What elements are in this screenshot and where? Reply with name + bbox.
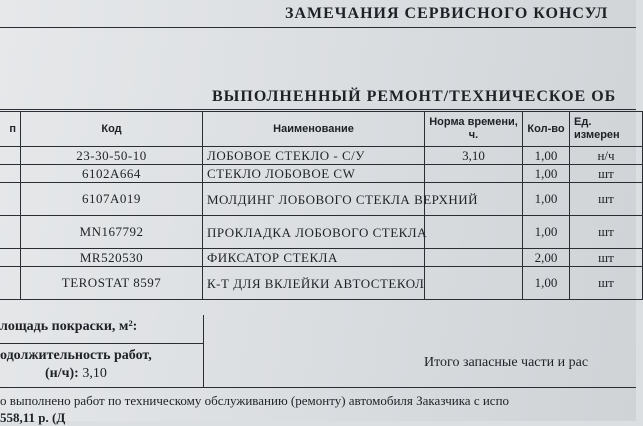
divider: [0, 343, 203, 344]
remarks-title: ЗАМЕЧАНИЯ СЕРВИСНОГО КОНСУЛ: [285, 5, 609, 22]
row-code: TEROSTAT 8597: [21, 267, 203, 300]
row-norm: [425, 267, 523, 300]
row-norm: [425, 249, 523, 267]
row-qty: 1,00: [523, 267, 570, 300]
row-unit: шт: [570, 249, 643, 267]
repair-section-title: ВЫПОЛНЕННЫЙ РЕМОНТ/ТЕХНИЧЕСКОЕ ОБ: [212, 88, 617, 105]
work-duration-value: [45, 366, 107, 382]
row-norm: 3,10: [425, 147, 523, 165]
row-num: [0, 147, 21, 165]
row-qty: 1,00: [523, 183, 570, 216]
row-name: МОЛДИНГ ЛОБОВОГО СТЕКЛА ВЕРХНИЙ: [203, 183, 425, 216]
row-unit: шт: [570, 216, 643, 249]
row-code: MN167792: [21, 216, 203, 249]
parts-total-label: Итого запасные части и рас: [424, 355, 589, 370]
duration-unit: (н/ч):: [45, 366, 79, 381]
duration-value: 3,10: [82, 366, 107, 381]
row-qty: 2,00: [523, 249, 570, 267]
total-amount: 558,11 р. (Д: [0, 410, 66, 425]
header-num: п: [0, 112, 21, 147]
row-num: [0, 216, 21, 249]
completion-statement: о выполнено работ по техническому обслуживанию (ремонту) автомобиля Заказчика с испо: [0, 393, 510, 408]
remarks-box: [0, 27, 636, 80]
header-norm: Норма времени, ч.: [425, 112, 523, 147]
row-code: 6107A019: [21, 183, 203, 216]
row-unit: шт: [570, 267, 643, 300]
repair-table: [0, 111, 643, 300]
row-name: ФИКСАТОР СТЕКЛА: [203, 249, 425, 267]
divider: [203, 315, 204, 387]
row-name: К-Т ДЛЯ ВКЛЕЙКИ АВТОСТЕКОЛ: [203, 267, 425, 300]
row-unit: шт: [570, 165, 643, 183]
row-code: 23-30-50-10: [21, 147, 203, 165]
table-row: [0, 147, 643, 165]
work-duration-label: одолжительность работ,: [0, 348, 152, 363]
table-row: [0, 267, 643, 300]
row-unit: шт: [570, 183, 643, 216]
row-name: ПРОКЛАДКА ЛОБОВОГО СТЕКЛА: [203, 216, 425, 249]
table-row: [0, 249, 643, 267]
row-num: [0, 249, 21, 267]
row-norm: [425, 165, 523, 183]
row-qty: 1,00: [523, 216, 570, 249]
table-row: [0, 165, 643, 183]
row-num: [0, 267, 21, 300]
paint-area-label: лощадь покраски, м²:: [0, 319, 138, 334]
row-norm: [425, 216, 523, 249]
row-unit: н/ч: [570, 147, 643, 165]
table-header-row: [0, 112, 643, 147]
row-name: СТЕКЛО ЛОБОВОЕ CW: [203, 165, 425, 183]
header-name: Наименование: [203, 112, 425, 147]
table-row: [0, 216, 643, 249]
header-qty: Кол-во: [523, 112, 570, 147]
row-qty: 1,00: [523, 147, 570, 165]
divider: [0, 109, 636, 110]
row-code: 6102A664: [21, 165, 203, 183]
row-name: ЛОБОВОЕ СТЕКЛО - С/У: [203, 147, 425, 165]
header-unit: Ед. измерен: [570, 112, 643, 147]
header-code: Код: [21, 112, 203, 147]
row-num: [0, 165, 21, 183]
table-row: [0, 183, 643, 216]
row-qty: 1,00: [523, 165, 570, 183]
row-code: MR520530: [21, 249, 203, 267]
summary-block: [0, 315, 636, 388]
row-num: [0, 183, 21, 216]
